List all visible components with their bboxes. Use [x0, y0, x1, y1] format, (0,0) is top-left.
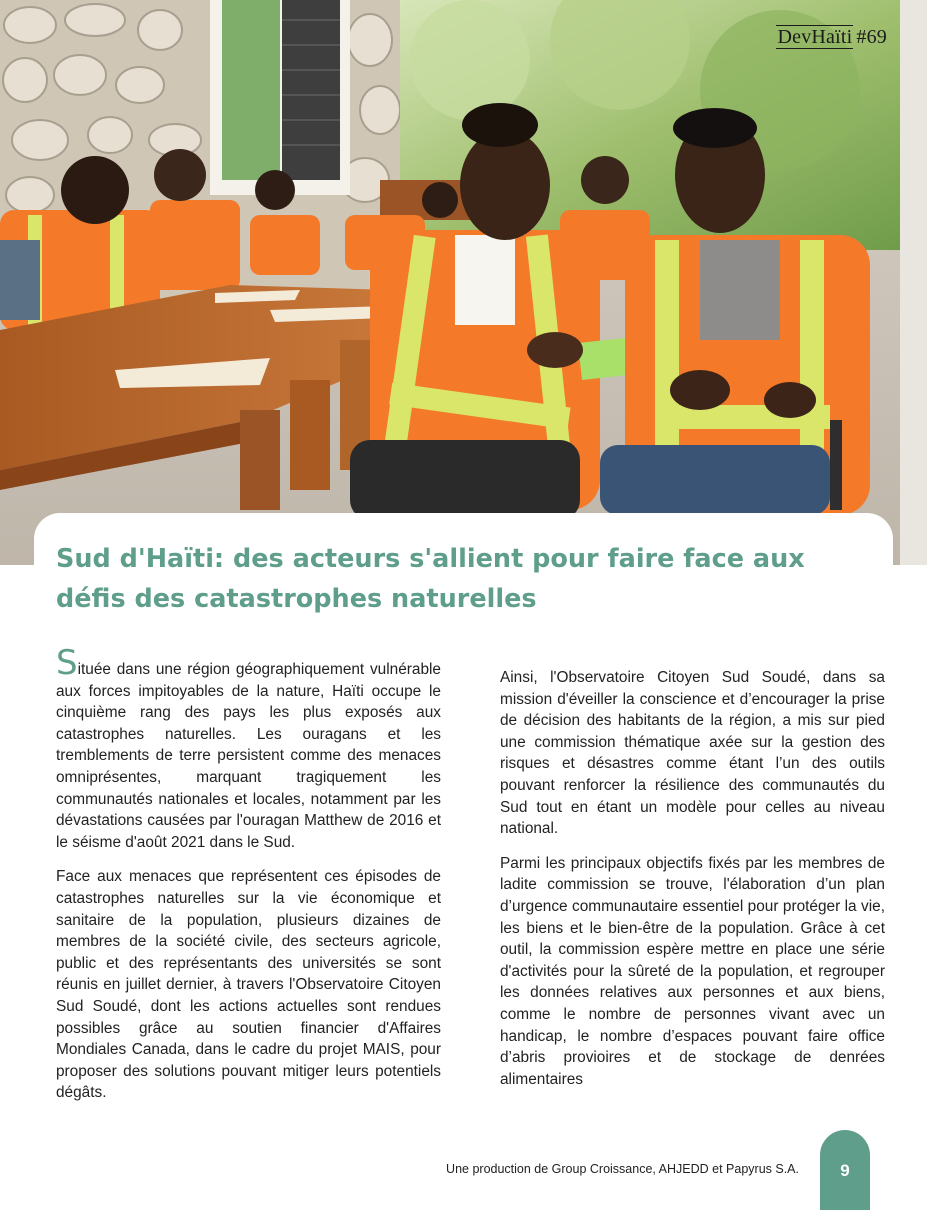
page-number: 9: [840, 1161, 850, 1180]
footer-credit: Une production de Group Croissance, AHJEDD et Papyrus S.A.: [446, 1162, 799, 1176]
article-paragraph-1: [56, 643, 441, 853]
hero-photo: [0, 0, 927, 565]
masthead-brand: DevHaïti: [777, 26, 853, 48]
page-number-tab: [820, 1130, 870, 1210]
masthead-issue: #69: [856, 26, 887, 48]
drop-cap: S: [56, 643, 78, 683]
article-paragraph-3: Ainsi, l'Observatoire Citoyen Sud Soudé, dans sa mission d'éveiller la conscience et d’encourager la prise de décision des habitants de la région, a mis sur pied une commission thématique axée sur la gestion des risques et désastres comme étant l’un des outils pouvant renforcer la résilience des communautés du Sud tout en étant un modèle pour celles au niveau national.: [500, 669, 885, 838]
masthead: [776, 26, 887, 49]
article-column-left: [56, 643, 441, 1117]
article-title: Sud d'Haïti: des acteurs s'allient pour faire face aux défis des catastrophes naturelles: [56, 544, 805, 614]
article-paragraph-2: Face aux menaces que représentent ces épisodes de catastrophes naturelles sur la vie économique et sanitaire de la population, plusieurs dizaines de membres de la société civile, des secteurs agricole, public et des représentants des universités se sont réunis en juillet dernier, à travers l'Observatoire Citoyen Sud Soudé, dont les actions actuelles sont rendues possibles grâce au soutien financier d'Affaires Mondiales Canada, dans le cadre du projet MAIS, pour proposer des solutions pouvant mitiger leurs potentiels dégâts.: [56, 868, 441, 1102]
paragraph-1-text: ituée dans une région géographiquement vulnérable aux forces impitoyables de la nature, Haïti occupe le cinquième rang des pays les plus exposés aux catastrophes naturelles. Les ouragans et les tremblements de terre persistent comme des menaces omniprésentes, marquant tragiquement les communautés nationales et locales, notamment par les dévastations causées par l'ouragan Matthew de 2016 et le séisme d'août 2021 dans le Sud.: [56, 661, 441, 851]
classroom-photo-illustration: [0, 0, 927, 565]
article-paragraph-4: Parmi les principaux objectifs fixés par les membres de ladite commission se trouve, l'élaboration d’un plan d’urgence communautaire essentiel pour protéger la vie, les biens et le bien-être de la population. Grâce à cet outil, la commission espère mettre en place une série d'activités pour la sûreté de la population, et regrouper les données relatives aux personnes et aux biens, comme le nombre de personnes vivant avec un handicap, le nombre d’espaces pouvant faire office d’abris provioires et de stockage de denrées alimentaires: [500, 854, 885, 1088]
article-column-right: [500, 667, 885, 1103]
